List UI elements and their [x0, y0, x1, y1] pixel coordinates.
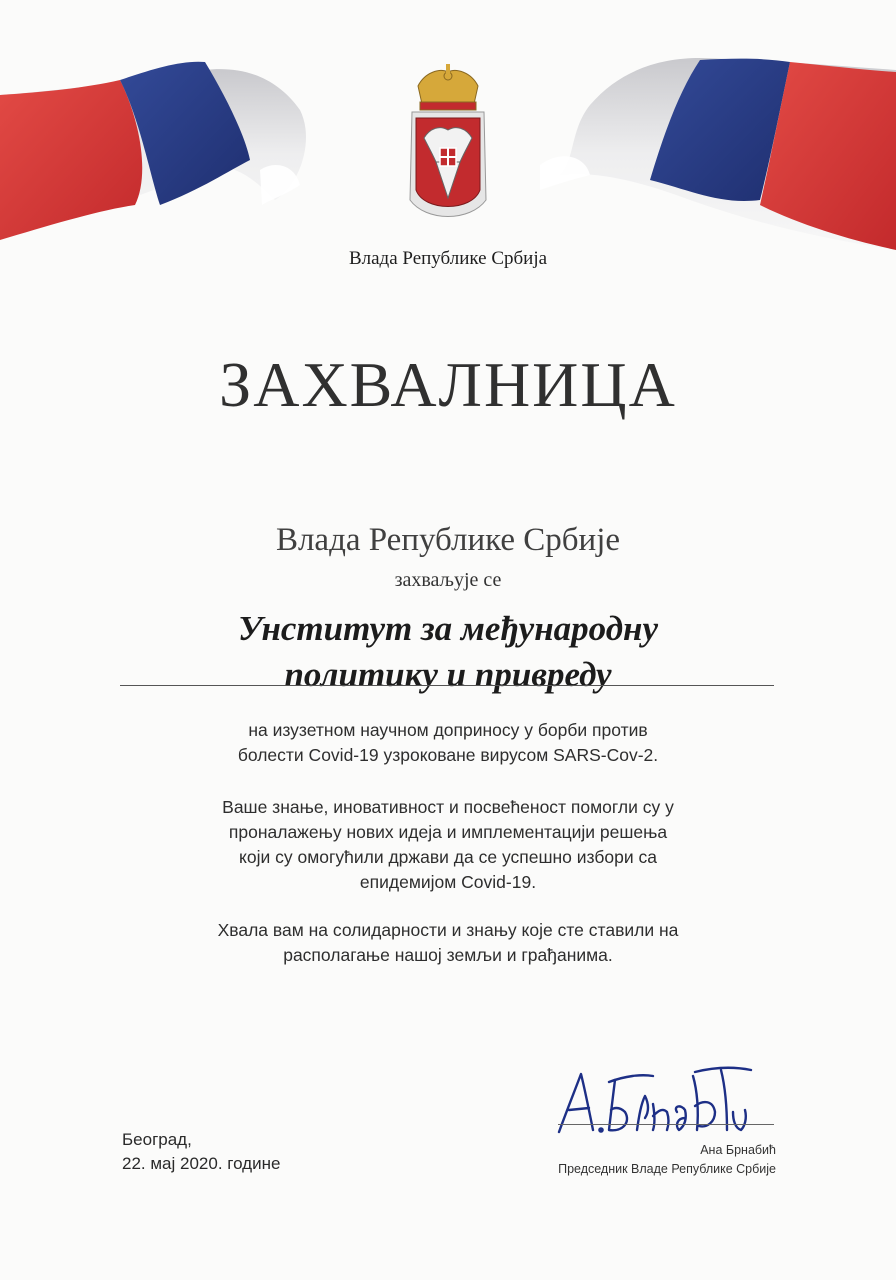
recipient-line-1: Унститут за међународну — [237, 609, 659, 648]
recipient-line-2: политику и привреду — [284, 655, 612, 694]
government-header-label: Влада Републике Србија — [348, 248, 548, 269]
p2-line-1: Ваше знање, иновативност и посвећеност помогли су у — [222, 797, 674, 817]
place: Београд, — [122, 1130, 192, 1149]
p1-line-2: болести Covid-19 узроковане вирусом SARS-Cov-2. — [237, 745, 659, 765]
flag-banner — [0, 0, 896, 250]
left-flag-ribbon — [0, 62, 306, 240]
p3-line-1: Хвала вам на солидарности и знању које сте ставили на — [217, 920, 679, 940]
p3-line-2: располагање нашој земљи и грађанима. — [283, 945, 613, 965]
date: 22. мај 2020. године — [122, 1154, 281, 1173]
right-flag-ribbon — [540, 58, 896, 250]
p2-line-2: проналажењу нових идеја и имплементацији решења — [228, 822, 668, 842]
place-and-date — [122, 1128, 280, 1176]
recipient-underline — [120, 685, 774, 686]
serbian-coat-of-arms-icon — [410, 64, 486, 217]
thanks-verb: захваљује се — [394, 569, 502, 591]
body-paragraph-3 — [0, 918, 896, 968]
p1-line-1: на изузетном научном доприносу у борби против — [248, 720, 648, 740]
issuer-name: Влада Републике Србије — [275, 522, 621, 558]
p2-line-4: епидемијом Covid-19. — [359, 872, 537, 892]
signer-name: Ана Брнабић — [700, 1143, 776, 1157]
body-paragraph-1 — [0, 718, 896, 768]
body-paragraph-2 — [0, 795, 896, 895]
p2-line-3: који су омогућили држави да се успешно избори са — [239, 847, 657, 867]
handwritten-signature — [545, 1060, 755, 1140]
signer-title: Председник Владе Републике Србије — [558, 1162, 776, 1176]
document-title: ЗАХВАЛНИЦА — [219, 349, 677, 420]
signature-line — [558, 1124, 774, 1125]
